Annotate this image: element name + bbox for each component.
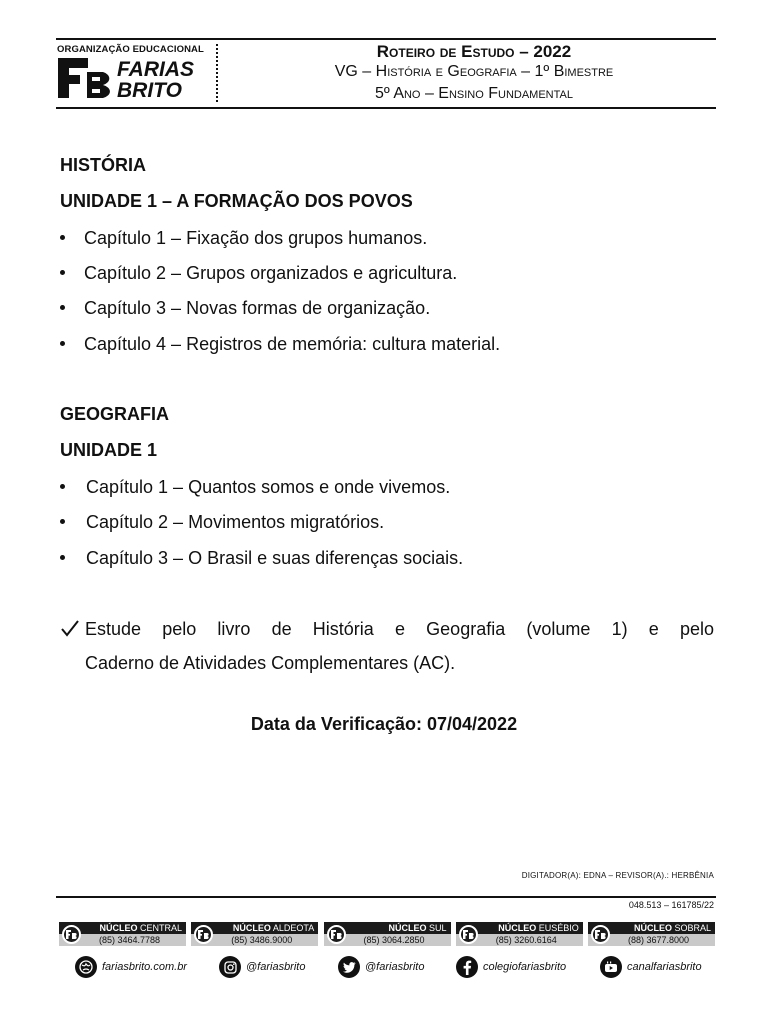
social-website-text: fariasbrito.com.br [102, 961, 187, 973]
historia-chapter-3: Capítulo 3 – Novas formas de organização. [60, 298, 430, 319]
document-title: Roteiro de Estudo – 2022 [376, 42, 572, 61]
study-note [60, 612, 716, 684]
document-code: 048.513 – 161785/22 [628, 900, 714, 910]
bullet-icon [60, 305, 65, 310]
fb-badge-icon [62, 925, 81, 944]
header-top-rule [56, 38, 716, 40]
social-youtube-text: canalfariasbrito [627, 961, 702, 973]
bullet-icon [60, 270, 65, 275]
social-links [75, 955, 715, 979]
nucleo-aldeota: NÚCLEO ALDEOTA (85) 3486.9000 [191, 922, 318, 948]
social-twitter-text: @fariasbrito [365, 961, 425, 973]
nucleo-phone: (85) 3260.6164 [456, 934, 583, 946]
bullet-icon [60, 555, 65, 560]
nucleo-phone: (85) 3064.2850 [324, 934, 451, 946]
document-subtitle: VG – História e Geografia – 1º Bimestre [334, 63, 614, 80]
study-note-line-2: Caderno de Atividades Complementares (AC). [85, 653, 456, 673]
verification-date: Data da Verificação: 07/04/2022 [250, 714, 518, 734]
historia-heading: HISTÓRIA [60, 155, 147, 175]
nucleo-eusebio: NÚCLEO EUSÉBIO (85) 3260.6164 [456, 922, 583, 948]
logo-org-line: ORGANIZAÇÃO EDUCACIONAL [57, 44, 204, 55]
farias-brito-logo [57, 44, 209, 100]
historia-chapter-2: Capítulo 2 – Grupos organizados e agricultura. [60, 263, 457, 284]
social-instagram-text: @fariasbrito [246, 961, 306, 973]
document-grade: 5º Ano – Ensino Fundamental [375, 85, 573, 102]
nucleo-central: NÚCLEO CENTRAL (85) 3464.7788 [59, 922, 186, 948]
social-facebook-text: colegiofariasbrito [483, 961, 567, 973]
instagram-icon [219, 956, 241, 978]
historia-chapter-1: Capítulo 1 – Fixação dos grupos humanos. [60, 228, 427, 249]
nucleo-phone: (85) 3464.7788 [59, 934, 186, 946]
facebook-icon [456, 956, 478, 978]
nucleo-phone: (85) 3486.9000 [191, 934, 318, 946]
geografia-chapter-3: Capítulo 3 – O Brasil e suas diferenças sociais. [60, 548, 463, 569]
social-youtube[interactable] [600, 955, 702, 979]
header-dotted-separator [216, 44, 218, 102]
study-note-line-1: Estude pelo livro de História e Geografia (volume 1) e pelo [85, 619, 714, 639]
historia-chapter-4: Capítulo 4 – Registros de memória: cultura material. [60, 334, 500, 355]
logo-text-bottom: BRITO [117, 79, 182, 100]
logo-mark [57, 56, 209, 100]
geografia-chapter-2: Capítulo 2 – Movimentos migratórios. [60, 512, 384, 533]
geografia-chapter-1: Capítulo 1 – Quantos somos e onde vivemos. [60, 477, 450, 498]
nucleo-phone: (88) 3677.8000 [588, 934, 715, 946]
social-website[interactable] [75, 955, 187, 979]
youtube-icon [600, 956, 622, 978]
logo-text-top: FARIAS [117, 58, 195, 81]
nucleos-bar [59, 922, 715, 948]
globe-icon [75, 956, 97, 978]
social-twitter[interactable] [338, 955, 424, 979]
nucleo-sul: NÚCLEO SUL (85) 3064.2850 [324, 922, 451, 948]
bullet-icon [60, 519, 65, 524]
geografia-unit: UNIDADE 1 [60, 440, 158, 460]
social-instagram[interactable] [219, 955, 305, 979]
bullet-icon [60, 484, 65, 489]
fb-badge-icon [327, 925, 346, 944]
geografia-heading: GEOGRAFIA [60, 404, 170, 424]
historia-unit: UNIDADE 1 – A FORMAÇÃO DOS POVOS [60, 191, 413, 211]
credits: DIGITADOR(A): EDNA – REVISOR(A).: HERBÊNIA [521, 871, 714, 880]
fb-badge-icon [591, 925, 610, 944]
bullet-icon [60, 341, 65, 346]
footer-rule [56, 896, 716, 898]
social-facebook[interactable] [456, 955, 566, 979]
fb-badge-icon [459, 925, 478, 944]
header-bottom-rule [56, 107, 716, 109]
nucleo-sobral: NÚCLEO SOBRAL (88) 3677.8000 [588, 922, 715, 948]
bullet-icon [60, 235, 65, 240]
checkmark-icon [60, 612, 80, 646]
twitter-icon [338, 956, 360, 978]
